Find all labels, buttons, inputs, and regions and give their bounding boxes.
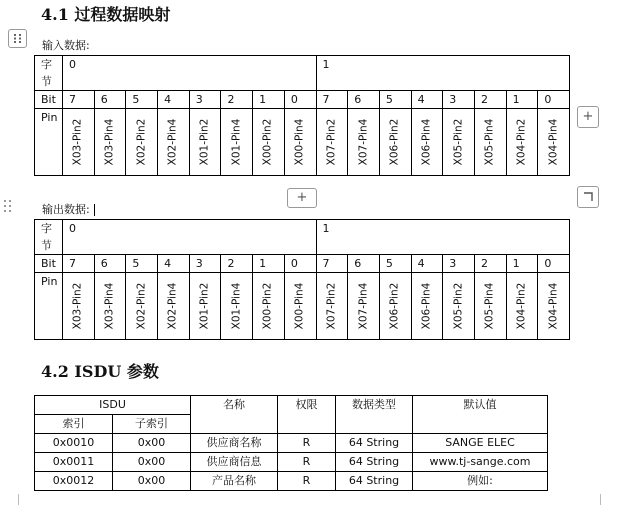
pin-cell[interactable]: X00-Pin2 (253, 273, 285, 340)
bit-cell[interactable]: 3 (189, 91, 221, 109)
subindex-cell[interactable]: 0x00 (113, 434, 191, 453)
pin-cell[interactable]: X03-Pin2 (63, 273, 95, 340)
page-corner-mark (600, 494, 601, 505)
plus-icon: + (582, 109, 594, 124)
access-cell[interactable]: R (278, 434, 336, 453)
pin-label: Pin (35, 109, 63, 176)
byte-0-cell[interactable]: 0 (63, 220, 317, 255)
bit-cell[interactable]: 6 (94, 255, 126, 273)
name-cell[interactable]: 供应商名称 (191, 434, 278, 453)
pin-cell[interactable]: X06-Pin4 (411, 273, 443, 340)
pin-cell[interactable]: X00-Pin4 (284, 273, 316, 340)
drag-dots-icon[interactable] (4, 200, 12, 214)
bit-cell[interactable]: 4 (158, 255, 190, 273)
pin-cell[interactable]: X03-Pin2 (63, 109, 95, 176)
pin-label: Pin (35, 273, 63, 340)
bit-cell[interactable]: 1 (253, 255, 285, 273)
byte-row (35, 56, 570, 91)
pin-cell[interactable]: X00-Pin2 (253, 109, 285, 176)
bit-cell[interactable]: 0 (284, 255, 316, 273)
isdu-header: ISDU (35, 396, 191, 415)
output-data-label: 输出数据: (42, 201, 95, 217)
bit-cell[interactable]: 4 (411, 255, 443, 273)
bit-cell[interactable]: 3 (443, 255, 475, 273)
corner-resize-icon (582, 191, 594, 203)
bit-cell[interactable]: 3 (443, 91, 475, 109)
bit-cell[interactable]: 5 (379, 91, 411, 109)
byte-row (35, 220, 570, 255)
bit-cell[interactable]: 6 (94, 91, 126, 109)
table-row (35, 472, 548, 491)
index-header: 索引 (35, 415, 113, 434)
section-title-process-data: 4.1 过程数据映射 (41, 5, 171, 24)
add-column-button[interactable] (577, 106, 599, 128)
bit-cell[interactable]: 2 (474, 91, 506, 109)
pin-cell[interactable]: X04-Pin2 (506, 109, 538, 176)
pin-cell[interactable]: X01-Pin2 (189, 273, 221, 340)
datatype-header: 数据类型 (336, 396, 413, 434)
access-cell[interactable]: R (278, 453, 336, 472)
table-move-handle[interactable] (8, 29, 27, 48)
default-cell[interactable]: 例如: (413, 472, 548, 491)
table-resize-handle[interactable] (577, 186, 599, 208)
pin-cell[interactable]: X02-Pin4 (158, 109, 190, 176)
isdu-parameter-table (34, 395, 548, 491)
index-cell[interactable]: 0x0011 (35, 453, 113, 472)
default-header: 默认值 (413, 396, 548, 434)
bit-row (35, 255, 570, 273)
text-cursor (94, 204, 95, 216)
access-cell[interactable]: R (278, 472, 336, 491)
pin-cell[interactable]: X05-Pin4 (474, 109, 506, 176)
bit-cell[interactable]: 5 (126, 91, 158, 109)
index-cell[interactable]: 0x0010 (35, 434, 113, 453)
pin-cell[interactable]: X00-Pin4 (284, 109, 316, 176)
bit-cell[interactable]: 2 (221, 91, 253, 109)
datatype-cell[interactable]: 64 String (336, 453, 413, 472)
grip-icon (12, 33, 23, 44)
bit-row (35, 91, 570, 109)
name-header: 名称 (191, 396, 278, 434)
pin-cell[interactable]: X01-Pin4 (221, 109, 253, 176)
bit-cell[interactable]: 4 (158, 91, 190, 109)
pin-cell[interactable]: X04-Pin4 (538, 273, 570, 340)
pin-cell[interactable]: X02-Pin2 (126, 109, 158, 176)
isdu-header-row (35, 396, 548, 415)
byte-label: 字 节 (35, 220, 63, 255)
subindex-cell[interactable]: 0x00 (113, 453, 191, 472)
bit-cell[interactable]: 2 (221, 255, 253, 273)
subindex-header: 子索引 (113, 415, 191, 434)
byte-label: 字 节 (35, 56, 63, 91)
bit-cell[interactable]: 7 (63, 255, 95, 273)
bit-cell[interactable]: 0 (284, 91, 316, 109)
default-cell[interactable]: SANGE ELEC (413, 434, 548, 453)
pin-row (35, 109, 570, 176)
pin-cell[interactable]: X02-Pin4 (158, 273, 190, 340)
pin-cell[interactable]: X06-Pin2 (379, 273, 411, 340)
bit-cell[interactable]: 1 (506, 255, 538, 273)
bit-cell[interactable]: 7 (316, 255, 348, 273)
page-corner-mark (18, 494, 19, 505)
pin-cell[interactable]: X07-Pin2 (316, 109, 348, 176)
bit-cell[interactable]: 5 (379, 255, 411, 273)
section-title-isdu: 4.2 ISDU 参数 (41, 362, 159, 381)
input-data-label: 输入数据: (42, 39, 90, 52)
bit-cell[interactable]: 0 (538, 91, 570, 109)
bit-cell[interactable]: 6 (348, 255, 380, 273)
pin-cell[interactable]: X07-Pin4 (348, 273, 380, 340)
byte-0-cell[interactable]: 0 (63, 56, 317, 91)
pin-cell[interactable]: X06-Pin2 (379, 109, 411, 176)
pin-row (35, 273, 570, 340)
pin-cell[interactable]: X05-Pin2 (443, 273, 475, 340)
bit-cell[interactable]: 1 (253, 91, 285, 109)
pin-cell[interactable]: X07-Pin2 (316, 273, 348, 340)
pin-cell[interactable]: X01-Pin4 (221, 273, 253, 340)
pin-cell[interactable]: X03-Pin4 (94, 273, 126, 340)
pin-cell[interactable]: X07-Pin4 (348, 109, 380, 176)
bit-cell[interactable]: 2 (474, 255, 506, 273)
bit-cell[interactable]: 3 (189, 255, 221, 273)
index-cell[interactable]: 0x0012 (35, 472, 113, 491)
byte-1-cell[interactable]: 1 (316, 220, 570, 255)
plus-icon: + (296, 190, 308, 205)
bit-cell[interactable]: 7 (63, 91, 95, 109)
pin-cell[interactable]: X03-Pin4 (94, 109, 126, 176)
pin-cell[interactable]: X04-Pin2 (506, 273, 538, 340)
input-mapping-table (34, 55, 570, 176)
datatype-cell[interactable]: 64 String (336, 434, 413, 453)
datatype-cell[interactable]: 64 String (336, 472, 413, 491)
bit-cell[interactable]: 7 (316, 91, 348, 109)
bit-cell[interactable]: 6 (348, 91, 380, 109)
name-cell[interactable]: 产品名称 (191, 472, 278, 491)
name-cell[interactable]: 供应商信息 (191, 453, 278, 472)
table-row (35, 434, 548, 453)
pin-cell[interactable]: X04-Pin4 (538, 109, 570, 176)
pin-cell[interactable]: X01-Pin2 (189, 109, 221, 176)
bit-cell[interactable]: 1 (506, 91, 538, 109)
table-row (35, 453, 548, 472)
bit-label: Bit (35, 255, 63, 273)
access-header: 权限 (278, 396, 336, 434)
bit-cell[interactable]: 0 (538, 255, 570, 273)
bit-label: Bit (35, 91, 63, 109)
output-mapping-table (34, 219, 570, 340)
subindex-cell[interactable]: 0x00 (113, 472, 191, 491)
default-cell[interactable]: www.tj-sange.com (413, 453, 548, 472)
add-row-button[interactable] (287, 188, 317, 208)
pin-cell[interactable]: X06-Pin4 (411, 109, 443, 176)
pin-cell[interactable]: X05-Pin4 (474, 273, 506, 340)
pin-cell[interactable]: X02-Pin2 (126, 273, 158, 340)
byte-1-cell[interactable]: 1 (316, 56, 570, 91)
pin-cell[interactable]: X05-Pin2 (443, 109, 475, 176)
bit-cell[interactable]: 4 (411, 91, 443, 109)
bit-cell[interactable]: 5 (126, 255, 158, 273)
